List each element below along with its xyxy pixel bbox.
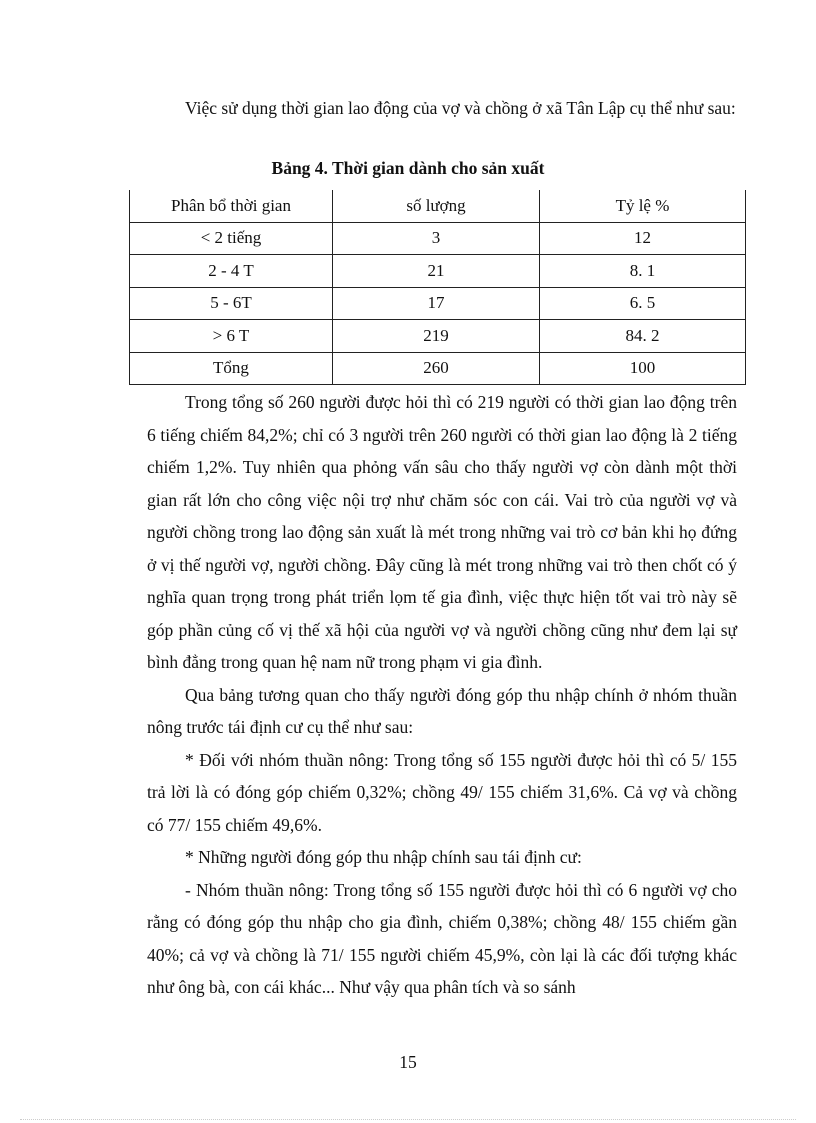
- paragraph: Qua bảng tương quan cho thấy người đóng góp thu nhập chính ở nhóm thuần nông trước tái định cư cụ thể như sau:: [147, 684, 737, 737]
- table-cell: 84. 2: [540, 320, 746, 353]
- table-cell: 6. 5: [540, 287, 746, 320]
- table-cell: 12: [540, 222, 746, 255]
- table-title: Bảng 4. Thời gian dành cho sản xuất: [271, 158, 545, 178]
- intro-text: Việc sử dụng thời gian lao động của vợ và chồng ở xã Tân Lập cụ thể như sau:: [185, 98, 736, 118]
- paragraph: Trong tổng số 260 người được hỏi thì có 219 người có thời gian lao động trên 6 tiếng chiếm 84,2%; chỉ có 3 người trên 260 người có thời gian lao động là 2 tiếng chiếm 1,2%. Tuy nhiên qua phỏng vấn sâu cho thấy người vợ còn dành một thời gian rất lớn cho công việc nội trợ như chăm sóc con cái. Vai trò của người vợ và người chồng trong lao động sản xuất là mét trong những vai trò cơ bản khi họ đứng ở vị thế người vợ, người chồng. Đây cũng là mét trong những vai trò then chốt có ý nghĩa quan trọng trong phát triển lọm tế gia đình, việc thực hiện tốt vai trò này sẽ góp phần củng cố vị thế xã hội của người vợ và người chồng cũng như đem lại sự bình đẳng trong quan hệ nam nữ trong phạm vi gia đình.: [147, 392, 737, 672]
- table-cell: 17: [333, 287, 540, 320]
- table-cell: Tổng: [130, 352, 333, 385]
- table-cell: > 6 T: [130, 320, 333, 353]
- table-cell: 3: [333, 222, 540, 255]
- intro-paragraph: [147, 92, 737, 125]
- table-cell: 100: [540, 352, 746, 385]
- table-cell: 8. 1: [540, 255, 746, 288]
- table-cell: < 2 tiếng: [130, 222, 333, 255]
- table-header-cell: Phân bổ thời gian: [130, 190, 333, 222]
- table-row: [130, 222, 746, 255]
- table-cell: 21: [333, 255, 540, 288]
- table-header-cell: Tỷ lệ %: [540, 190, 746, 222]
- paragraph: * Những người đóng góp thu nhập chính sau tái định cư:: [185, 847, 582, 867]
- page-number: 15: [399, 1052, 417, 1072]
- table-header-row: [130, 190, 746, 222]
- table-row: [130, 287, 746, 320]
- paragraph: - Nhóm thuần nông: Trong tổng số 155 người được hỏi thì có 6 người vợ cho rằng có đóng góp thu nhập cho gia đình, chiếm 0,38%; chồng 48/ 155 chiếm gần 40%; cả vợ và chồng là 71/ 155 người chiếm 45,9%, còn lại là các đối tượng khác như ông bà, con cái khác... Như vậy qua phân tích và so sánh: [147, 879, 737, 997]
- table-cell: 219: [333, 320, 540, 353]
- table-cell: 5 - 6T: [130, 287, 333, 320]
- page-bottom-divider: [20, 1119, 796, 1120]
- table-header-cell: số lượng: [333, 190, 540, 222]
- body-text: [147, 386, 737, 1004]
- table-row: [130, 255, 746, 288]
- table-cell: 260: [333, 352, 540, 385]
- table-total-row: [130, 352, 746, 385]
- table-cell: 2 - 4 T: [130, 255, 333, 288]
- paragraph: * Đối với nhóm thuần nông: Trong tổng số 155 người được hỏi thì có 5/ 155 trả lời là có đóng góp chiếm 0,32%; chồng 49/ 155 chiếm 31,6%. Cả vợ và chồng có 77/ 155 chiếm 49,6%.: [147, 749, 737, 835]
- table-row: [130, 320, 746, 353]
- time-allocation-table: [129, 190, 746, 385]
